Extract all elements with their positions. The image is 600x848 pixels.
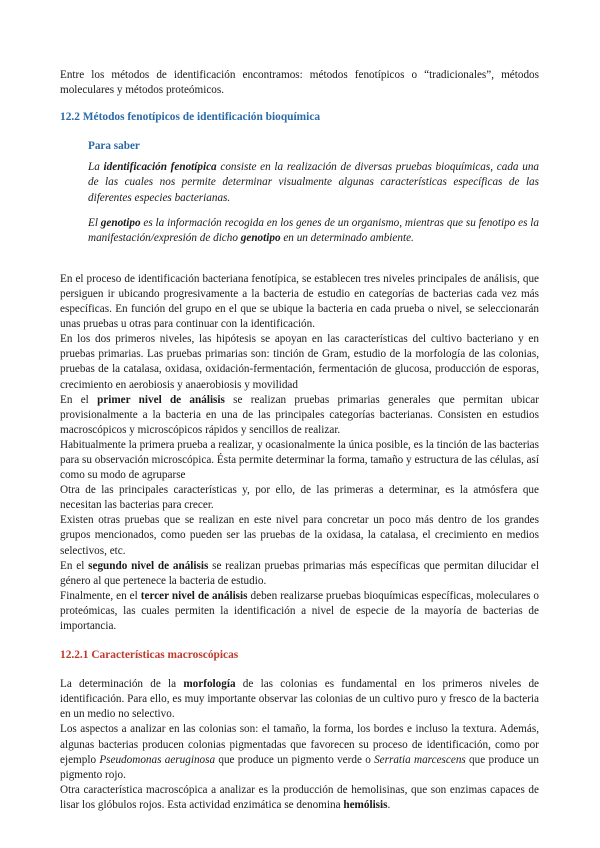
term-genotipo: genotipo <box>100 216 141 229</box>
body-paragraph: En el segundo nivel de análisis se realizan pruebas primarias más específicas que permitan dilucidar el género al que pertenece la bacteria de estudio. <box>60 559 539 587</box>
species-serratia: Serratia marcescens <box>374 753 466 766</box>
body-paragraph: Finalmente, en el tercer nivel de análisis deben realizarse pruebas bioquímicas específicas, moleculares o proteómicas, las cuales permiten la identificación a nivel de especie de la mayoría de bacterias de importancia. <box>60 589 540 632</box>
body-paragraph: En los dos primeros niveles, las hipótesis se apoyan en las características del cultivo bacteriano y en pruebas primarias. Las pruebas primarias son: tinción de Gram, estudio de la morfología de las colonias, pruebas de la catalasa, oxidasa, oxidación-fermentación, fermentación de glucosa, producción de esporas, crecimiento en aerobiosis y anaerobiosis y movilidad <box>60 333 539 391</box>
body-section <box>60 272 539 634</box>
macro-paragraph: Los aspectos a analizar en las colonias son: el tamaño, la forma, los bordes e incluso la textura. Además, algunas bacterias producen colonias pigmentadas que favorecen su proceso de identificación, como por ejemplo Pseudomonas aeruginosa que produce un pigmento verde o Serratia marcescens que produce un pigmento rojo. <box>60 723 539 781</box>
term-segundo-nivel: segundo nivel de análisis <box>88 559 209 572</box>
term-morfologia: morfología <box>183 678 236 691</box>
para-saber-box <box>88 139 539 246</box>
section-heading-12-2-1: 12.2.1 Características macroscópicas <box>60 649 239 662</box>
term-genotipo: genotipo <box>240 231 281 244</box>
para-saber-title: Para saber <box>88 140 140 153</box>
para-saber-paragraph-1: La identificación fenotípica consiste en la realización de diversas pruebas bioquímicas, cada una de las cuales nos permite determinar visualmente algunas características específicas de las diferentes especies bacterianas. <box>88 161 540 204</box>
term-tercer-nivel: tercer nivel de análisis <box>140 589 248 602</box>
term-primer-nivel: primer nivel de análisis <box>97 393 225 406</box>
macro-section <box>60 677 539 813</box>
body-paragraph: En el proceso de identificación bacteriana fenotípica, se establecen tres niveles principales de análisis, que persiguen ir ubicando progresivamente a la bacteria de estudio en categorías de bacterias cada vez más específicas. En función del grupo en el que se ubique la bacteria en cada prueba o nivel, se seleccionarán unas pruebas u otras para continuar con la identificación. <box>60 272 539 331</box>
section-heading-12-2: 12.2 Métodos fenotípicos de identificación bioquímica <box>60 111 321 124</box>
body-paragraph: En el primer nivel de análisis se realizan pruebas primarias generales que permitan ubicar provisionalmente a la bacteria en una de las principales categorías bacterianas. Consisten en estudios macroscópicos y microscópicos rápidos y sencillos de realizar. <box>60 393 539 436</box>
term-hemolisis: hemólisis <box>343 798 388 811</box>
body-paragraph: Otra de las principales características y, por ello, de las primeras a determinar, es la atmósfera que necesitan las bacterias para crecer. <box>60 484 539 512</box>
macro-paragraph: La determinación de la morfología de las colonias es fundamental en los primeros niveles de identificación. Para ello, es muy importante observar las colonias de un cultivo puro y fresco de la bacteria en un medio no selectivo. <box>60 678 540 721</box>
para-saber-paragraph-2: El genotipo es la información recogida en los genes de un organismo, mientras que su fenotipo es la manifestación/expresión de dicho genotipo en un determinado ambiente. <box>88 216 539 244</box>
species-pseudomonas: Pseudomonas aeruginosa <box>99 753 216 766</box>
macro-paragraph: Otra característica macroscópica a analizar es la producción de hemolisinas, que son enzimas capaces de lisar los glóbulos rojos. Esta actividad enzimática se denomina hemólisis. <box>60 783 539 811</box>
body-paragraph: Existen otras pruebas que se realizan en este nivel para concretar un poco más dentro de los grandes grupos mencionados, como pueden ser las pruebas de la oxidasa, la catalasa, el crecimiento en medios selectivos, etc. <box>60 514 539 557</box>
term-identificacion-fenotipica: identificación fenotípica <box>103 161 217 174</box>
document-page <box>60 68 539 813</box>
body-paragraph: Habitualmente la primera prueba a realizar, y ocasionalmente la única posible, es la tinción de las bacterias para su observación microscópica. Ésta permite determinar la forma, tamaño y estructura de las células, así como su modo de agruparse <box>60 438 540 482</box>
intro-paragraph: Entre los métodos de identificación encontramos: métodos fenotípicos o “tradicionales”, métodos moleculares y métodos proteómicos. <box>60 69 539 97</box>
